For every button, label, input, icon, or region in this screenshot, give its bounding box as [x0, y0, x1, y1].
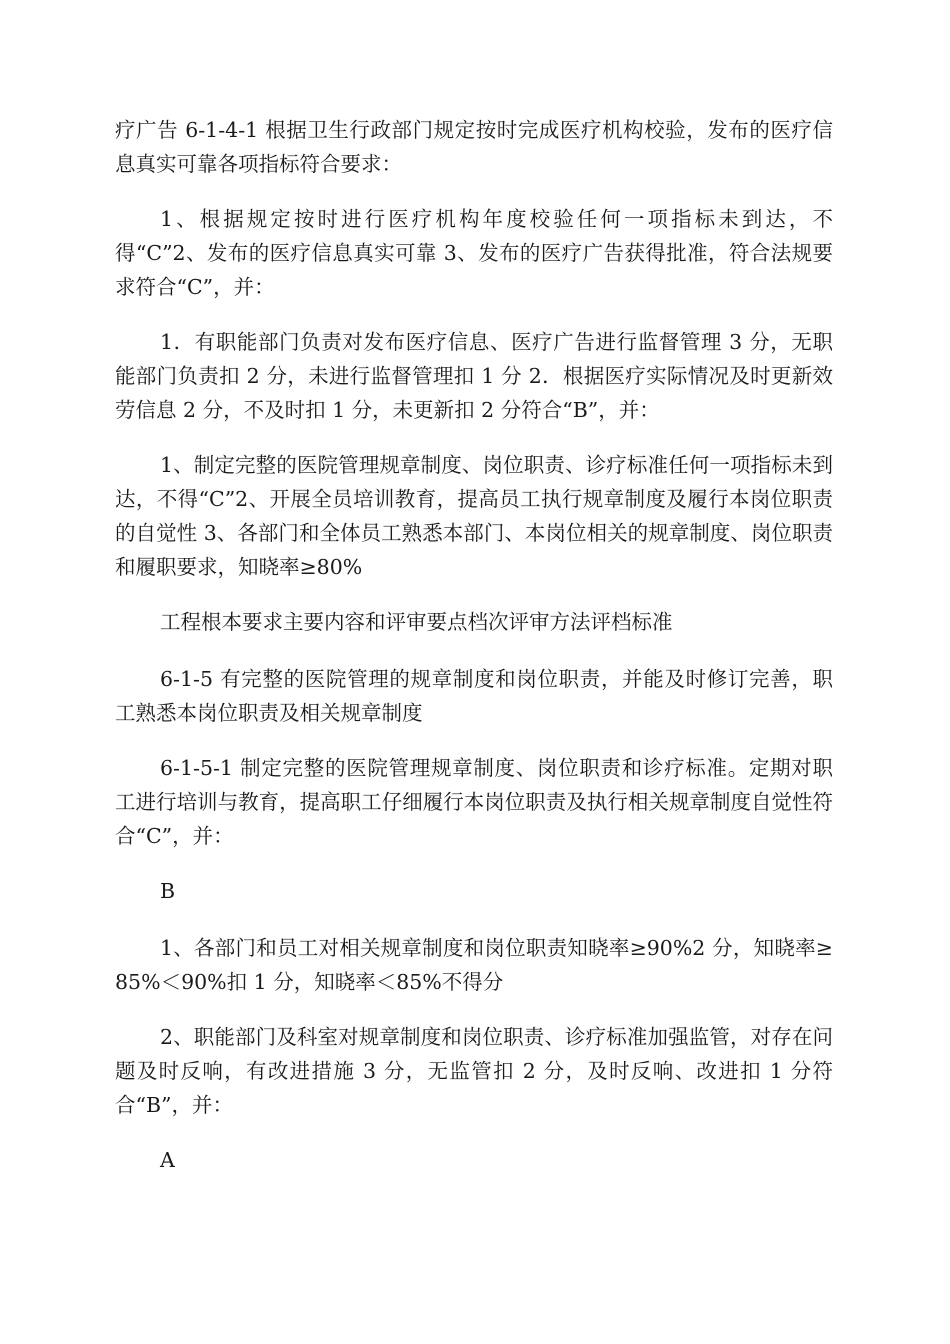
paragraph-2: 1、根据规定按时进行医疗机构年度校验任何一项指标未到达，不得“C”2、发布的医疗信息真实可靠 3、发布的医疗广告获得批准，符合法规要求符合“C”，并： [115, 207, 833, 299]
paragraph-5: 工程根本要求主要内容和评审要点档次评审方法评档标准 [160, 610, 673, 634]
paragraph-1: 疗广告 6-1-4-1 根据卫生行政部门规定按时完成医疗机构校验，发布的医疗信息真实可靠各项指标符合要求： [115, 118, 833, 176]
paragraph-3: 1．有职能部门负责对发布医疗信息、医疗广告进行监督管理 3 分，无职能部门负责扣 2 分，未进行监督管理扣 1 分 2．根据医疗实际情况及时更新效劳信息 2 分，不及时扣 1 分，未更新扣 2 分符合“B”，并： [115, 330, 833, 422]
document-page [115, 113, 833, 1200]
paragraph-7: 6-1-5-1 制定完整的医院管理规章制度、岗位职责和诊疗标准。定期对职工进行培训与教育，提高职工仔细履行本岗位职责及执行相关规章制度自觉性符合“C”，并： [115, 756, 833, 848]
paragraph-9: 1、各部门和员工对相关规章制度和岗位职责知晓率≥90%2 分，知晓率≥85%＜90%扣 1 分，知晓率＜85%不得分 [115, 936, 833, 994]
paragraph-10: 2、职能部门及科室对规章制度和岗位职责、诊疗标准加强监管，对存在问题及时反响，有改进措施 3 分，无监管扣 2 分，及时反响、改进扣 1 分符合“B”，并： [115, 1025, 833, 1117]
grade-label-a: A [160, 1148, 175, 1172]
paragraph-6: 6-1-5 有完整的医院管理的规章制度和岗位职责，并能及时修订完善，职工熟悉本岗位职责及相关规章制度 [115, 667, 833, 725]
grade-label-b: B [160, 879, 176, 903]
paragraph-4: 1、制定完整的医院管理规章制度、岗位职责、诊疗标准任何一项指标未到达，不得“C”2、开展全员培训教育，提高员工执行规章制度及履行本岗位职责的自觉性 3、各部门和全体员工熟悉本部门、本岗位相关的规章制度、岗位职责和履职要求，知晓率≥80% [115, 453, 833, 579]
